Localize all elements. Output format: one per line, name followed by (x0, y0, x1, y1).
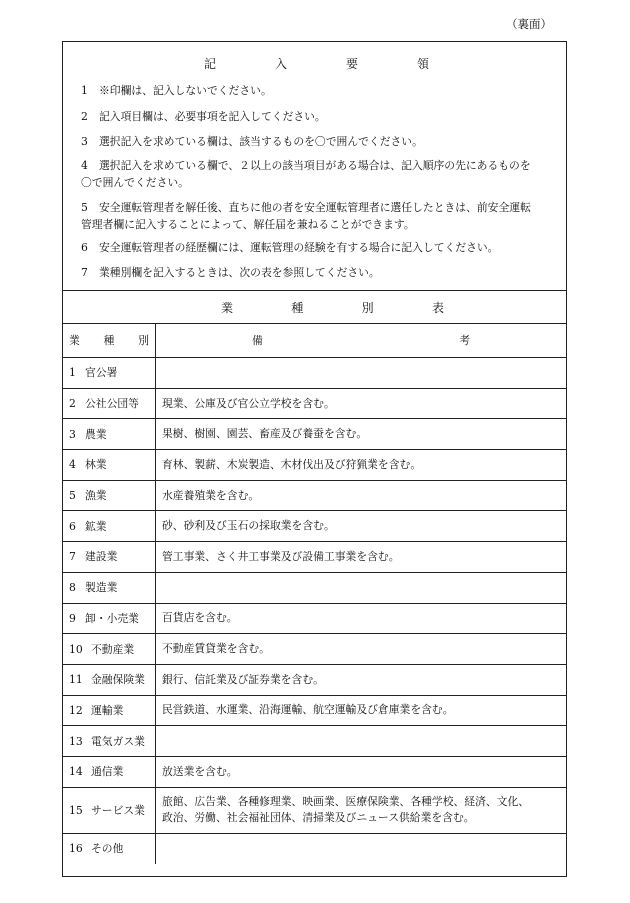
industry-number: 15 (69, 803, 83, 817)
industry-cell (63, 358, 156, 388)
industry-cell (63, 834, 156, 865)
table-row (63, 665, 566, 696)
instruction-text: 安全運転管理者の経歴欄には、運転管理の経験を有する場合に記入してください。 (99, 241, 499, 254)
instruction-line (81, 82, 556, 99)
instruction-line (81, 239, 556, 256)
industry-number: 2 (69, 397, 76, 411)
industry-number: 11 (69, 673, 83, 687)
remarks-cell: 旅館、広告業、各種修理業、映画業、医療保険業、各種学校、経済、文化、 政治、労働、社会福祉団体、清掃業及びニュース供給業を含む。 (162, 795, 530, 825)
remarks-cell: 不動産賃貸業を含む。 (162, 642, 270, 656)
industry-name: 林業 (85, 458, 107, 472)
industry-number: 5 (69, 489, 76, 503)
remarks-cell: 管工事業、さく井工事業及び設備工事業を含む。 (162, 549, 400, 563)
industry-cell (63, 573, 156, 603)
industry-name: 運輸業 (91, 703, 124, 717)
remarks-cell: 水産養殖業を含む。 (162, 488, 260, 502)
instruction-note (81, 108, 556, 125)
industry-cell (63, 450, 156, 480)
industry-cell (63, 511, 156, 541)
table-row (63, 696, 566, 727)
instruction-number: 6 (81, 241, 88, 254)
industry-name: 通信業 (91, 765, 124, 779)
table-row (63, 450, 566, 481)
table-row (63, 573, 566, 604)
remarks-cell: 百貨店を含む。 (162, 611, 238, 625)
table-title (63, 291, 566, 324)
instruction-text: 〇で囲んでください。 (81, 176, 189, 189)
remarks-header-char: 備 (252, 333, 263, 347)
instruction-number: 1 (81, 84, 88, 97)
industry-name: 公社公団等 (85, 397, 139, 411)
instruction-line (81, 108, 556, 125)
instruction-number: 2 (81, 110, 88, 123)
form-frame (62, 41, 567, 877)
instruction-note (81, 264, 556, 281)
instructions-title-char: 入 (274, 57, 287, 71)
instruction-text: ※印欄は、記入しないでください。 (99, 84, 272, 97)
instruction-line (81, 133, 556, 150)
industry-cell (63, 542, 156, 572)
instruction-number: 4 (81, 159, 88, 172)
industry-number: 1 (69, 366, 76, 380)
industry-number: 8 (69, 581, 76, 595)
remarks-cell (156, 834, 566, 865)
industry-number: 12 (69, 703, 83, 717)
instructions-section (63, 42, 566, 291)
table-title-char: 業 (221, 300, 234, 315)
instruction-note (81, 199, 556, 233)
instruction-number: 3 (81, 135, 88, 148)
instruction-line (81, 216, 556, 233)
remarks-cell: 銀行、信託業及び証券業を含む。 (162, 672, 324, 686)
table-row (63, 542, 566, 573)
instruction-text: 選択記入を求めている欄は、該当するものを〇で囲んでください。 (99, 135, 423, 148)
instruction-line (81, 264, 556, 281)
industry-header-char: 業 (69, 334, 80, 347)
industry-cell (63, 757, 156, 787)
remarks-header-char: 考 (459, 333, 470, 347)
instruction-text: 記入項目欄は、必要事項を記入してください。 (99, 110, 326, 123)
table-row (63, 481, 566, 512)
remarks-cell: 砂、砂利及び玉石の採取業を含む。 (162, 519, 335, 533)
remarks-cell (156, 573, 566, 603)
remarks-cell: 果樹、樹園、園芸、畜産及び養蚕を含む。 (162, 427, 368, 441)
industry-name: その他 (91, 842, 124, 856)
industry-header-char: 別 (138, 334, 149, 347)
industry-number: 10 (69, 642, 83, 656)
industry-number: 4 (69, 458, 76, 472)
remarks-cell: 民営鉄道、水運業、沿海運輸、航空運輸及び倉庫業を含む。 (162, 703, 454, 717)
instructions-title (63, 55, 566, 72)
remarks-cell (156, 726, 566, 756)
industry-name: 卸・小売業 (85, 611, 139, 625)
industry-name: 農業 (85, 427, 107, 441)
industry-number: 14 (69, 765, 83, 779)
table-header-row (63, 324, 566, 358)
industry-cell (63, 419, 156, 449)
industry-number: 16 (69, 842, 83, 856)
industry-cell (63, 389, 156, 419)
remarks-header (156, 324, 566, 357)
industry-name: 不動産業 (91, 642, 135, 656)
industry-name: 鉱業 (85, 519, 107, 533)
industry-number: 13 (69, 734, 83, 748)
instruction-line (81, 174, 556, 191)
table-row (63, 419, 566, 450)
remarks-cell: 育林、製薪、木炭製造、木材伐出及び狩猟業を含む。 (162, 457, 422, 471)
remarks-cell: 現業、公庫及び官公立学校を含む。 (162, 396, 335, 410)
instruction-text: 選択記入を求めている欄で、２以上の該当項目がある場合は、記入順序の先にあるものを (99, 159, 531, 172)
industry-name: サービス業 (91, 803, 145, 817)
table-row (63, 511, 566, 542)
instruction-text: 業種別欄を記入するときは、次の表を参照してください。 (99, 266, 380, 279)
table-row (63, 358, 566, 389)
table-row (63, 604, 566, 635)
instruction-text: 管理者欄に記入することによって、解任届を兼ねることができます。 (81, 218, 415, 231)
industry-number: 7 (69, 550, 76, 564)
instruction-line (81, 157, 556, 174)
industry-number: 9 (69, 611, 76, 625)
instruction-line (81, 199, 556, 216)
remarks-cell: 放送業を含む。 (162, 764, 238, 778)
table-row (63, 788, 566, 834)
instruction-number: 5 (81, 201, 88, 214)
industry-name: 官公署 (85, 366, 118, 380)
industry-cell (63, 634, 156, 664)
table-row (63, 634, 566, 665)
industry-header (63, 324, 156, 357)
industry-number: 6 (69, 519, 76, 533)
industry-cell (63, 481, 156, 511)
industry-cell (63, 665, 156, 695)
instruction-note (81, 239, 556, 256)
table-title-char: 種 (291, 300, 304, 315)
industry-name: 金融保険業 (91, 673, 145, 687)
table-title-char: 別 (361, 300, 374, 315)
page-side-label: （裏面） (506, 17, 552, 31)
table-row (63, 834, 566, 865)
industry-cell (63, 696, 156, 726)
instruction-note (81, 133, 556, 150)
industry-name: 電気ガス業 (91, 734, 145, 748)
industry-header-char: 種 (103, 334, 115, 347)
table-row (63, 726, 566, 757)
instructions-title-char: 領 (416, 57, 429, 71)
industry-cell (63, 604, 156, 634)
table-row (63, 389, 566, 420)
industry-number: 3 (69, 427, 76, 441)
table-title-char: 表 (431, 300, 444, 315)
industry-cell (63, 726, 156, 756)
remarks-cell (156, 358, 566, 388)
instruction-note (81, 157, 556, 191)
industry-cell (63, 788, 156, 833)
instruction-note (81, 82, 556, 99)
instructions-title-char: 要 (345, 57, 358, 71)
instruction-number: 7 (81, 266, 88, 279)
industry-name: 建設業 (85, 550, 118, 564)
instruction-text: 安全運転管理者を解任後、直ちに他の者を安全運転管理者に選任したときは、前安全運転 (99, 201, 531, 214)
table-row (63, 757, 566, 788)
instructions-title-char: 記 (204, 57, 217, 71)
industry-name: 製造業 (85, 581, 118, 595)
industry-name: 漁業 (85, 489, 107, 503)
